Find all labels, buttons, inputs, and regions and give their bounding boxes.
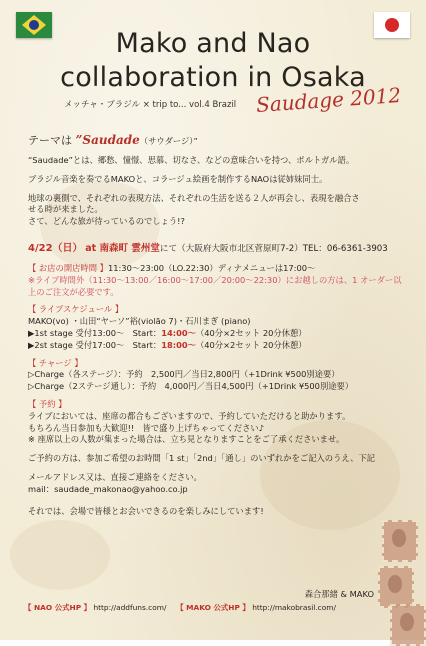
stage-1-time: 14:00〜 — [161, 328, 196, 339]
mako-hp-label: 【 MAKO 公式HP 】 — [176, 603, 250, 612]
hours-text: 11:30〜23:00（LO.22:30）ディナメニューは17:00〜 — [107, 263, 316, 274]
intro-paragraph: 地球の裏側で、それぞれの表現方法、それぞれの生活を送る２人が再会し、表現を融合さ — [28, 192, 360, 203]
schedule-heading: 【 ライブスケジュール 】 — [28, 304, 124, 315]
reservation-text: メールアドレス又は、直接ご連絡をください。 — [28, 471, 202, 482]
theme-word: ”Saudade — [75, 133, 140, 147]
postage-stamp-icon — [378, 566, 414, 608]
intro-paragraph: ブラジル音楽を奏でるMAKOと、コラージュ絵画を制作するNAOは従姉妹同士。 — [28, 173, 328, 184]
event-address: にて（大阪府大阪市北区菅原町7-2）TEL：06-6361-3903 — [159, 243, 388, 254]
paper-stain — [10, 520, 110, 590]
stage-1-label: ▶1st stage 受付13:00〜 Start： — [28, 328, 162, 339]
title-line-1: Mako and Nao — [115, 28, 311, 59]
event-venue: at 南森町 雲州堂 — [85, 242, 160, 254]
event-date: 4/22（日） — [28, 242, 83, 254]
charge-line: ▷Charge（2ステージ通し）：予約 4,000円／当日4,500円（+1Drink ¥500別途要） — [28, 381, 354, 392]
charge-heading: 【 チャージ 】 — [28, 357, 83, 368]
hours-heading: 【 お店の開店時間 】 — [28, 263, 108, 274]
footer-links — [24, 602, 336, 613]
stage-2 — [28, 340, 403, 352]
saudage-logo: Saudage 2012 — [255, 82, 402, 118]
reservation-text: ※ 座席以上の人数が集まった場合は、立ち見となりますことをご了承くださいませ。 — [28, 434, 345, 445]
reservation-text: ご予約の方は、参加ご希望のお時間「1 st」「2nd」「通し」のいずれかをご記入のうえ、下記 — [28, 453, 376, 464]
intro-paragraph: せる時が来ました。 — [28, 204, 103, 215]
theme-heading — [28, 132, 403, 149]
theme-reading: （サウダージ）” — [139, 136, 198, 146]
reservation-text: もちろん当日参加も大歓迎!! 皆で盛り上げちゃってください♪ — [28, 422, 264, 433]
signature: 森合那緒 & MAKO — [304, 589, 374, 599]
reservation-text: ライブにおいては、座席の都合もございますので、予約していただけると助かります。 — [28, 410, 351, 421]
theme-prefix: テーマは — [28, 134, 72, 147]
performers: MAKO(vo) ・山田“ヤーソ”裕(violão 7)・石川まぎ (piano) — [28, 316, 251, 327]
hours-note: 上のご注文が必要です。 — [28, 286, 119, 297]
charge-line: ▷Charge（各ステージ）：予約 2,500円／当日2,800円（+1Drink ¥500別途要） — [28, 369, 340, 380]
stage-1 — [28, 328, 403, 340]
mako-hp-link[interactable]: http://makobrasil.com/ — [252, 603, 336, 612]
hours-line — [28, 263, 403, 275]
event-date-line — [28, 242, 403, 256]
stage-1-detail: （40分×2セット 20分休憩） — [195, 328, 307, 339]
closing-text: それでは、会場で皆様とお会いできるのを楽しみにしています! — [28, 506, 264, 517]
nao-hp-link[interactable]: http://addfuns.com/ — [93, 603, 167, 612]
hours-note: ※ライブ時間外（11:30〜13:00／16:00〜17:00／20:00〜22:30）にお越しの方は、1 オーダー以 — [28, 274, 402, 285]
stage-2-label: ▶2st stage 受付17:00〜 Start： — [28, 339, 162, 350]
stage-2-detail: （40分×2セット 20分休憩） — [195, 339, 307, 350]
title-line-2: collaboration in Osaka — [60, 62, 366, 93]
flyer-body — [28, 132, 403, 518]
intro-paragraph: さて、どんな旅が待っているのでしょう!? — [28, 216, 185, 227]
reservation-heading: 【 予約 】 — [28, 398, 67, 409]
intro-paragraph: “Saudade”とは、郷愁、憧憬、思慕、切なさ、などの意味合いを持つ、ポルトガル語。 — [28, 155, 355, 166]
subtitle: メッチャ・ブラジル × trip to... vol.4 Brazil — [64, 100, 237, 110]
stage-2-time: 18:00〜 — [161, 339, 196, 350]
nao-hp-label: 【 NAO 公式HP 】 — [24, 603, 92, 612]
reservation-mail: mail：saudade_makonao@yahoo.co.jp — [28, 483, 188, 494]
postage-stamp-icon — [382, 520, 418, 562]
